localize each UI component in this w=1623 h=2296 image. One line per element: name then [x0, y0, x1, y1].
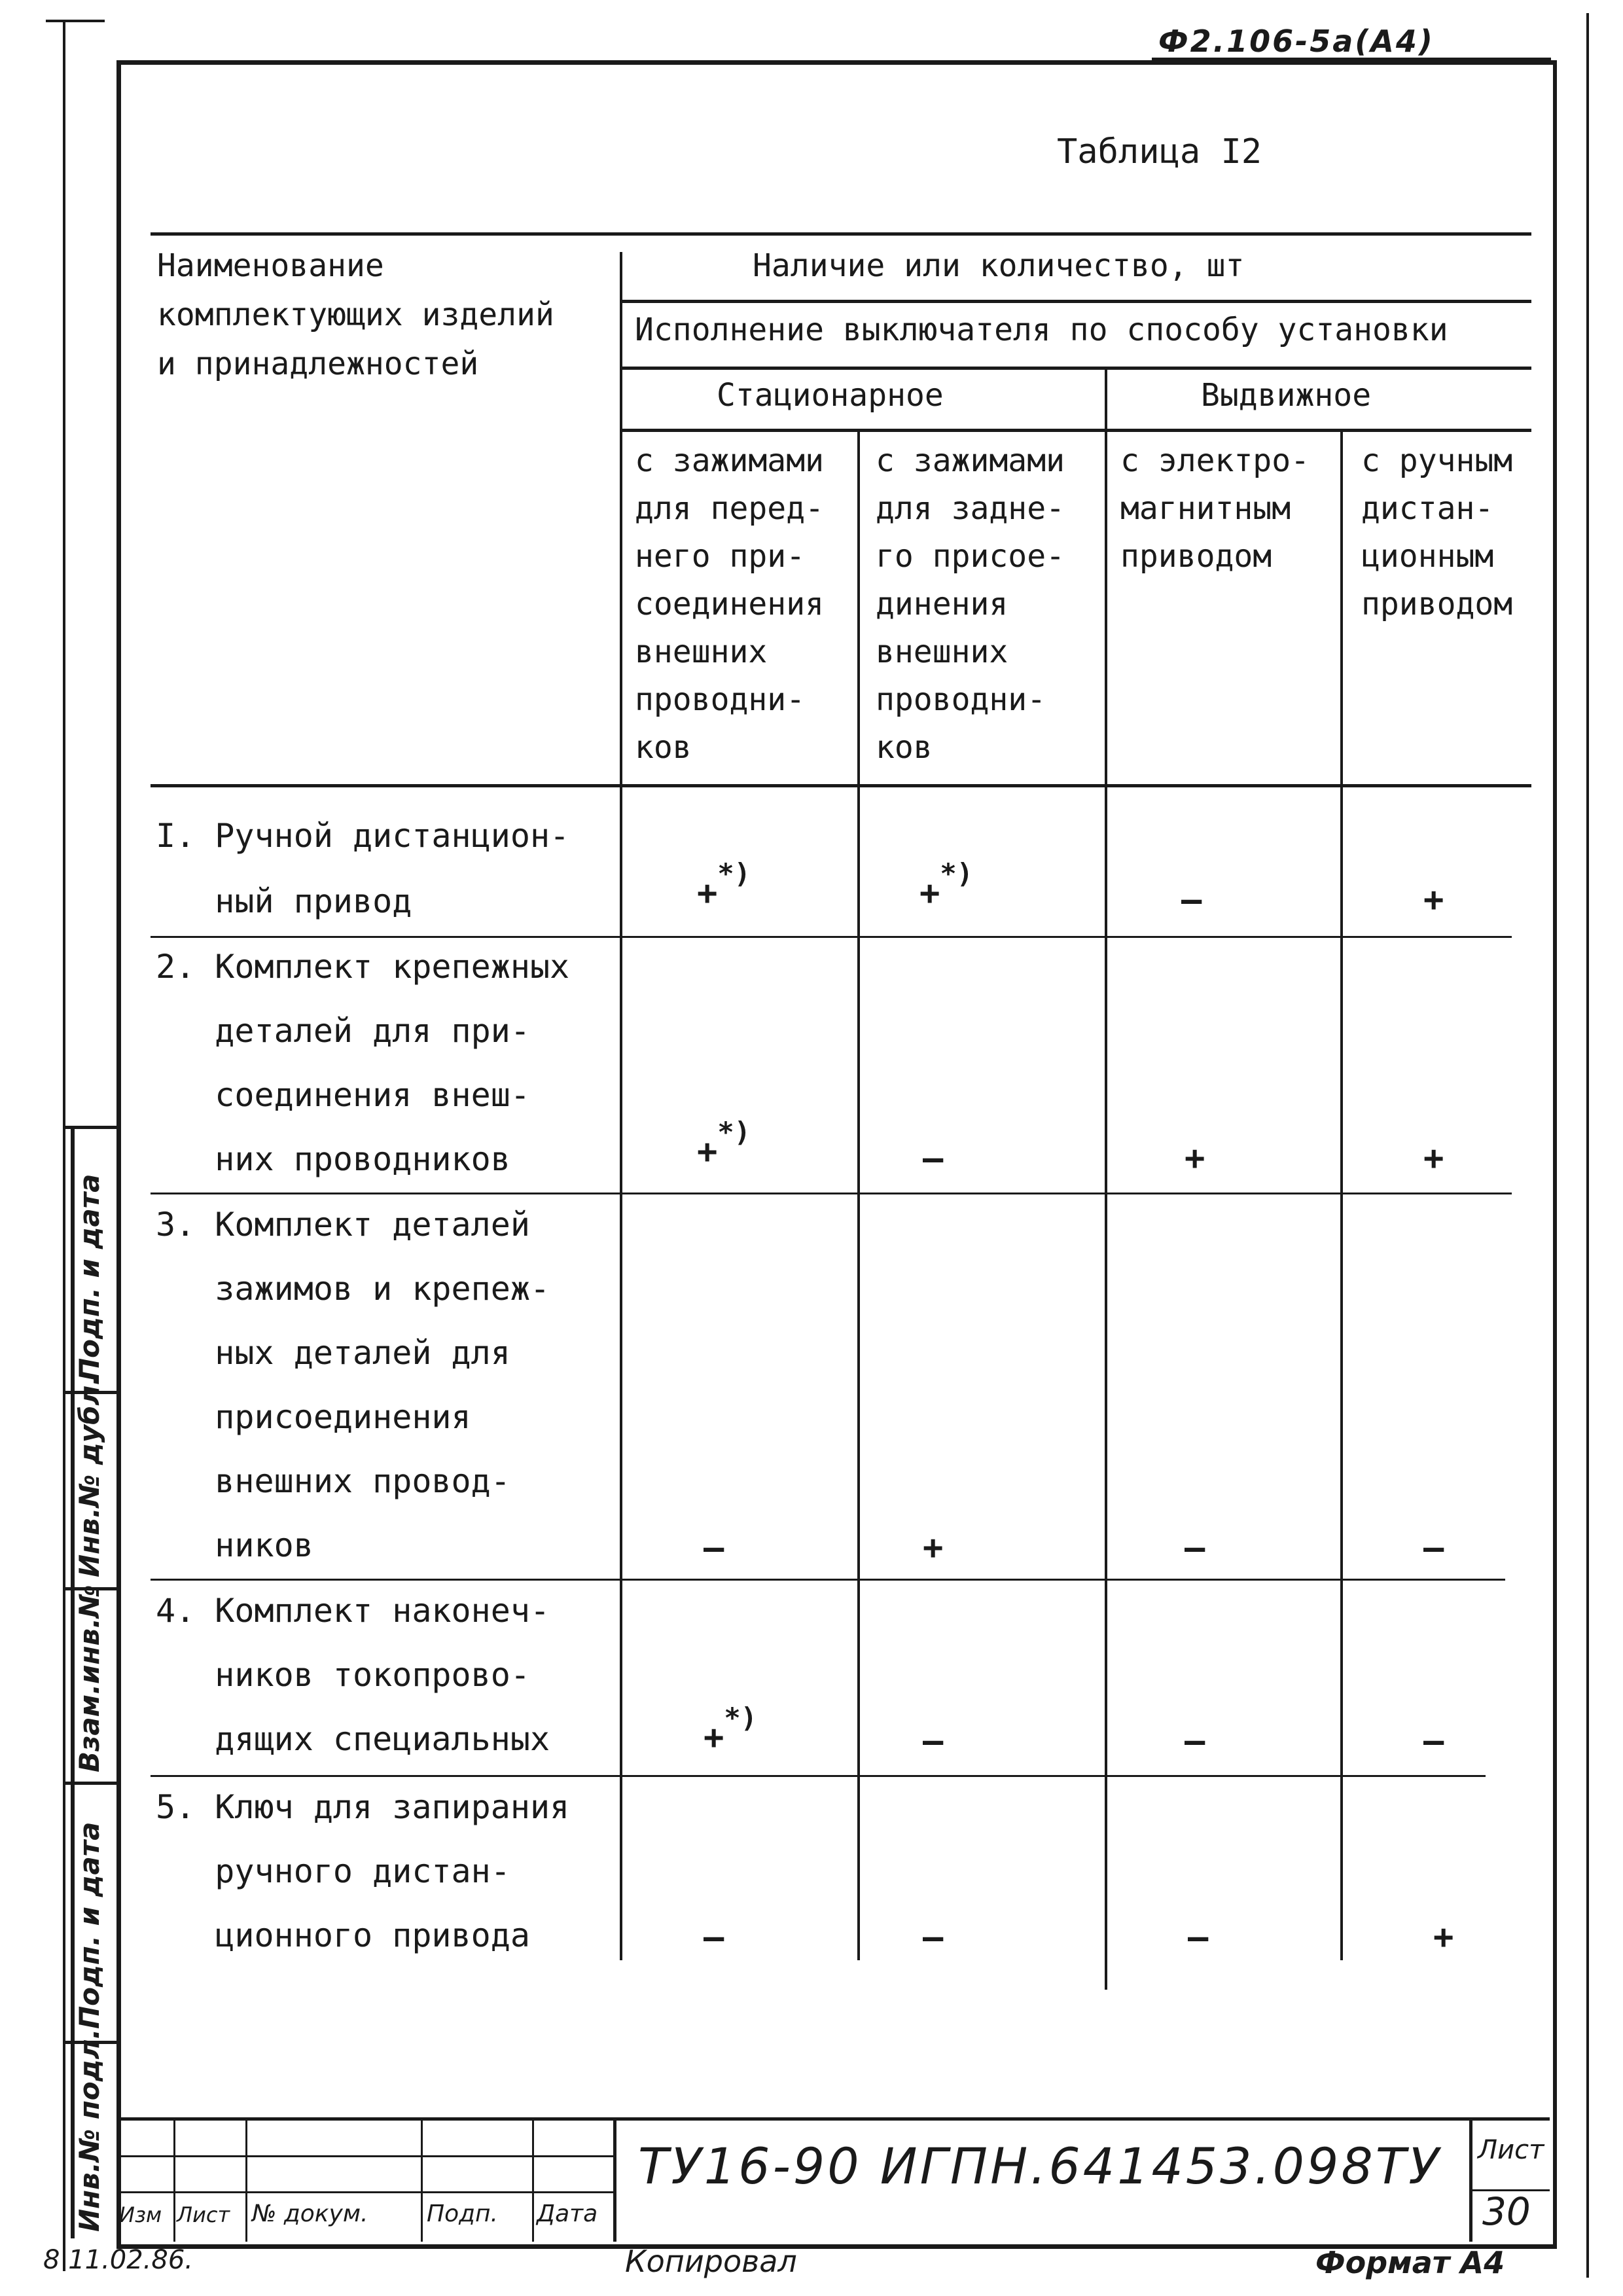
row-2-line: них проводников — [156, 1140, 510, 1178]
side-label-sign-date-2: Подп. и дата — [73, 1821, 105, 2029]
mark-r3-c3: – — [1185, 1528, 1205, 1568]
subcol-1-line: соединения — [635, 586, 824, 622]
tb-label-doc-no: № докум. — [252, 2200, 368, 2227]
top-left-rule — [46, 20, 105, 22]
row-1-line: I. Ручной дистанцион- — [156, 817, 570, 855]
subcol-3-line: магнитным — [1120, 490, 1291, 527]
subcol-2-line: для задне- — [876, 490, 1065, 527]
header-withdrawable: Выдвижное — [1201, 377, 1372, 414]
row-4-line: ников токопрово- — [156, 1656, 530, 1694]
tb-label-sign: Подп. — [427, 2200, 498, 2227]
header-name-line-3: и принадлежностей — [157, 346, 479, 382]
subcol-4-line: с ручным — [1361, 442, 1513, 479]
form-code: Ф2.106-5а(А4) — [1158, 24, 1435, 59]
row-2-line: 2. Комплект крепежных — [156, 948, 570, 986]
tb-label-change: Изм — [119, 2202, 162, 2227]
format-label: Формат А4 — [1315, 2245, 1505, 2280]
subcol-1-line: внешних — [635, 634, 768, 670]
mark-r2-c1: +*) — [697, 1116, 751, 1172]
row-4-line: дящих специальных — [156, 1720, 550, 1758]
row-3-line: присоединения — [156, 1398, 471, 1436]
row-3-line: ников — [156, 1526, 313, 1564]
left-binding-line — [63, 20, 65, 2271]
side-label-dup-inv: Инв.№ дубл. — [73, 1374, 105, 1577]
mark-r4-c4: – — [1423, 1721, 1444, 1761]
subcol-4-line: дистан- — [1361, 490, 1494, 527]
mark-r1-c1: +*) — [697, 857, 751, 913]
mark-r5-c1: – — [704, 1918, 724, 1957]
sheet-label: Лист — [1478, 2135, 1544, 2165]
right-outer-border — [1586, 13, 1589, 2278]
mark-r4-c3: – — [1185, 1721, 1205, 1761]
mark-r3-c4: – — [1423, 1528, 1444, 1568]
mark-r2-c3: + — [1185, 1139, 1205, 1178]
subcol-3-line: приводом — [1120, 538, 1272, 575]
row-1-line: ный привод — [156, 882, 412, 920]
subcol-2-line: проводни- — [876, 681, 1046, 718]
row-5-line: ционного привода — [156, 1916, 530, 1954]
tb-label-date: Дата — [537, 2200, 598, 2227]
mark-r4-c1: +*) — [704, 1702, 757, 1757]
mark-r5-c3: – — [1188, 1918, 1209, 1957]
mark-r3-c2: + — [923, 1528, 944, 1568]
mark-r5-c4: + — [1433, 1918, 1454, 1957]
side-label-replace-inv: Взам.инв.№ — [73, 1585, 105, 1772]
subcol-1-line: него при- — [635, 538, 806, 575]
subcol-1-line: ков — [635, 729, 692, 766]
row-5-line: ручного дистан- — [156, 1852, 510, 1890]
subcol-1-line: проводни- — [635, 681, 806, 718]
header-installation: Исполнение выключателя по способу установки — [635, 312, 1448, 348]
mark-r2-c4: + — [1423, 1139, 1444, 1178]
copied-label: Копировал — [625, 2244, 797, 2279]
row-4-line: 4. Комплект наконеч- — [156, 1592, 550, 1630]
subcol-2-line: внешних — [876, 634, 1008, 670]
mark-r3-c1: – — [704, 1528, 724, 1568]
table-title: Таблица I2 — [1057, 132, 1262, 171]
sheet-number: 30 — [1482, 2189, 1531, 2234]
header-stationary: Стационарное — [717, 377, 944, 414]
row-3-line: внешних провод- — [156, 1462, 510, 1500]
doc-number: ТУ16-90 ИГПН.641453.098ТУ — [638, 2137, 1442, 2195]
mark-r4-c2: – — [923, 1721, 944, 1761]
subcol-1-line: для перед- — [635, 490, 824, 527]
tb-label-sheet: Лист — [177, 2202, 230, 2227]
row-3-line: зажимов и крепеж- — [156, 1270, 550, 1308]
header-name-line-1: Наименование — [157, 247, 384, 284]
mark-r1-c4: + — [1423, 880, 1444, 920]
mark-r5-c2: – — [923, 1918, 944, 1957]
mark-r1-c3: – — [1181, 880, 1202, 920]
row-3-line: 3. Комплект деталей — [156, 1206, 530, 1244]
date-note: 8 11.02.86. — [43, 2245, 194, 2275]
row-3-line: ных деталей для — [156, 1334, 510, 1372]
side-label-orig-inv: Инв.№ подл. — [73, 2028, 105, 2232]
subcol-3-line: с электро- — [1120, 442, 1310, 479]
row-2-line: деталей для при- — [156, 1012, 530, 1050]
subcol-2-line: го присое- — [876, 538, 1065, 575]
row-2-line: соединения внеш- — [156, 1076, 530, 1114]
subcol-4-line: ционным — [1361, 538, 1494, 575]
header-quantity: Наличие или количество, шт — [753, 247, 1245, 284]
subcol-2-line: ков — [876, 729, 933, 766]
side-label-sign-date-1: Подп. и дата — [73, 1174, 105, 1381]
header-name-line-2: комплектующих изделий — [157, 296, 554, 333]
row-5-line: 5. Ключ для запирания — [156, 1788, 570, 1826]
subcol-1-line: с зажимами — [635, 442, 824, 479]
subcol-2-line: динения — [876, 586, 1008, 622]
subcol-4-line: приводом — [1361, 586, 1513, 622]
mark-r1-c2: +*) — [919, 857, 973, 913]
mark-r2-c2: – — [923, 1139, 944, 1178]
subcol-2-line: с зажимами — [876, 442, 1065, 479]
